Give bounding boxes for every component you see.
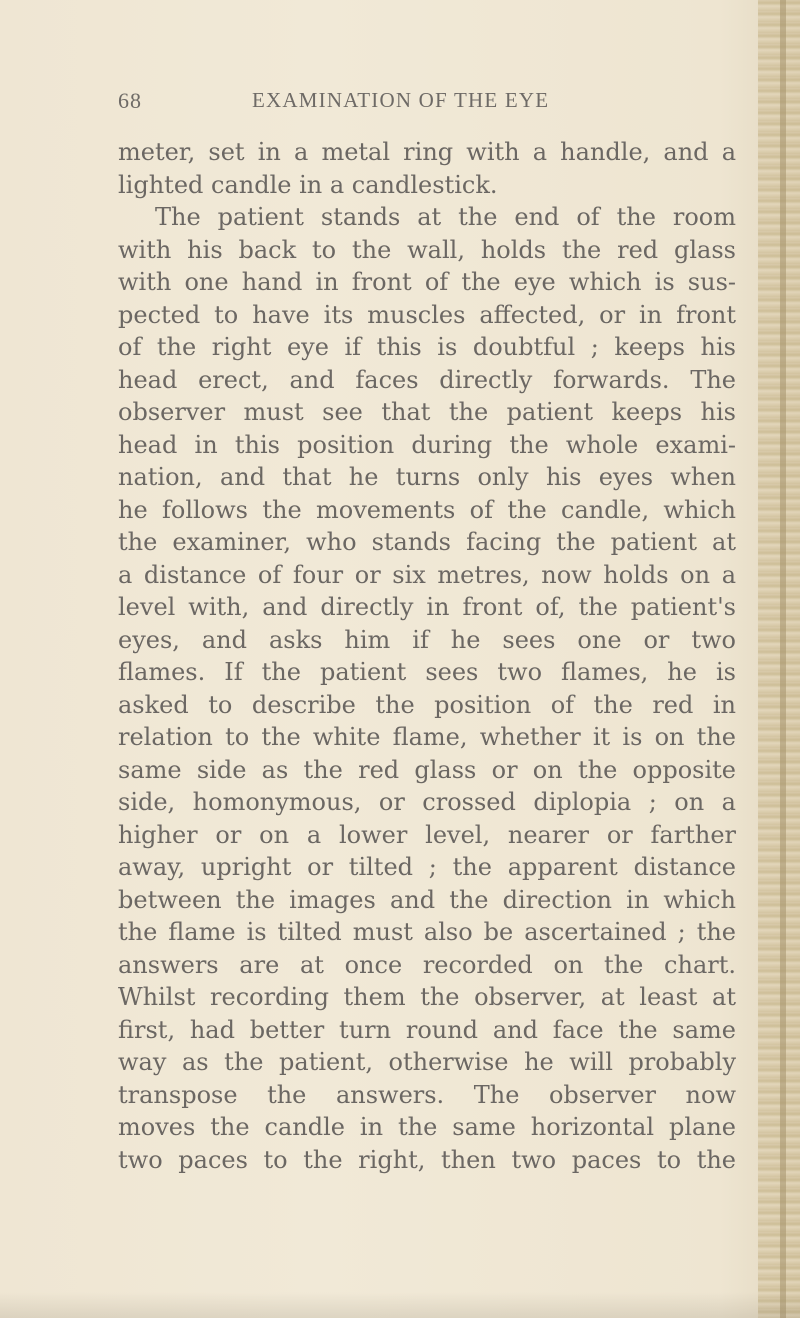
body-text [118, 136, 736, 1176]
text-line: first, had better turn round and face the same [118, 1015, 736, 1044]
text-line: The patient stands at the end of the room [155, 203, 736, 231]
text-line: between the images and the direction in which [118, 885, 736, 914]
text-line: side, homonymous, or crossed diplopia ; on a [118, 788, 736, 816]
text-line: away, upright or tilted ; the apparent distance [118, 853, 736, 881]
page-binding-edge [758, 0, 800, 1318]
text-line: level with, and directly in front of, the patient's [118, 593, 736, 621]
text-line: the flame is tilted must also be ascertained ; the [118, 918, 736, 946]
text-line: of the right eye if this is doubtful ; keeps his [118, 333, 736, 361]
text-line: Whilst recording them the observer, at least at [118, 983, 736, 1011]
text-line: with his back to the wall, holds the red glass [118, 235, 736, 264]
text-line: pected to have its muscles affected, or in front [118, 300, 736, 329]
text-line: two paces to the right, then two paces to the [118, 1145, 736, 1174]
text-line: moves the candle in the same horizontal plane [118, 1113, 736, 1141]
text-line: asked to describe the position of the red in [118, 690, 736, 719]
text-line: a distance of four or six metres, now holds on a [118, 560, 736, 589]
page-number: 68 [118, 88, 142, 113]
text-line: eyes, and asks him if he sees one or two [118, 625, 736, 654]
text-line: meter, set in a metal ring with a handle, and a [118, 138, 736, 166]
running-title: EXAMINATION OF THE EYE [252, 88, 550, 112]
text-line: transpose the answers. The observer now [118, 1080, 736, 1109]
text-line: relation to the white flame, whether it is on the [118, 723, 736, 751]
text-line: way as the patient, otherwise he will probably [118, 1048, 736, 1076]
text-line: nation, and that he turns only his eyes when [118, 463, 736, 491]
text-line: higher or on a lower level, nearer or farther [118, 820, 736, 849]
text-line: same side as the red glass or on the opposite [118, 755, 736, 784]
text-line: he follows the movements of the candle, which [118, 495, 736, 524]
text-line: the examiner, who stands facing the patient at [118, 528, 736, 556]
text-line: head in this position during the whole exami- [118, 430, 736, 459]
text-line: head erect, and faces directly forwards. The [118, 365, 736, 394]
page-binding-shadow [780, 0, 786, 1318]
text-line: answers are at once recorded on the chart. [118, 950, 736, 979]
text-line: lighted candle in a candlestick. [118, 170, 498, 199]
text-line: observer must see that the patient keeps his [118, 398, 736, 426]
page-header [118, 88, 734, 120]
text-line: flames. If the patient sees two flames, he is [118, 658, 736, 686]
page-bottom-shadow [0, 1292, 800, 1318]
text-line: with one hand in front of the eye which is sus- [118, 268, 736, 296]
